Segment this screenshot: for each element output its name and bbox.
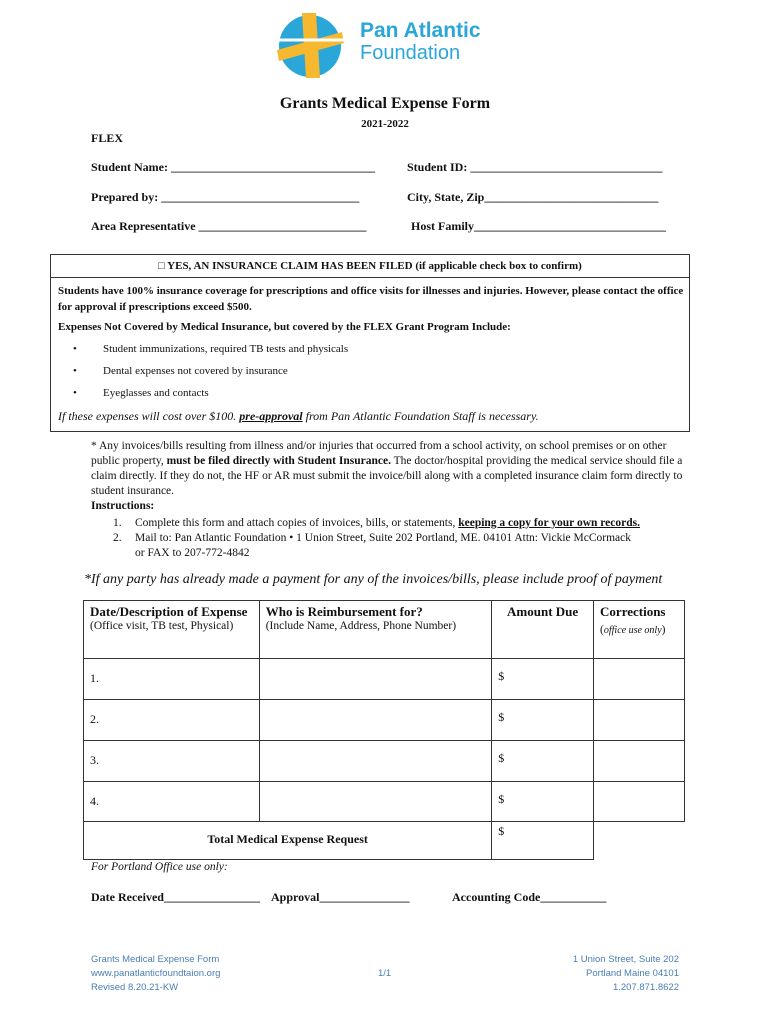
date-received-field[interactable]: Date Received________________ (91, 890, 260, 904)
page-number: 1/1 (378, 968, 392, 979)
footer-right (573, 953, 679, 995)
row-label: 4. (84, 782, 260, 822)
foundation-logo (272, 10, 502, 80)
office-use-label: For Portland Office use only: (91, 861, 228, 873)
column-header-corrections: Corrections (office use only) (594, 601, 685, 659)
expense-table (83, 600, 685, 860)
list-item: • Dental expenses not covered by insurance (73, 365, 288, 377)
logo-name-line2: Foundation (360, 42, 461, 64)
amount-cell[interactable]: $ (492, 700, 594, 741)
logo-globe-icon (272, 10, 352, 80)
instruction-step: 1. Complete this form and attach copies of invoices, bills, or statements, keeping a copy for your own records. (113, 517, 640, 529)
row-label: 1. (84, 659, 260, 700)
footer-address-line1: 1 Union Street, Suite 202 (572, 954, 679, 965)
table-header-row (84, 601, 685, 659)
coverage-text: Students have 100% insurance coverage for prescriptions and office visits for illnesses and injuries. However, please contact the office for approval if prescriptions exceed $500. (58, 285, 684, 313)
row-label: 2. (84, 700, 260, 741)
instructions-heading: Instructions: (91, 500, 155, 512)
host-family-field[interactable]: Host Family________________________________ (411, 219, 666, 233)
footer-address-line2: Portland Maine 04101 (586, 968, 679, 979)
amount-cell[interactable]: $ (492, 782, 594, 822)
not-covered-heading: Expenses Not Covered by Medical Insurance, but covered by the FLEX Grant Program Include: (58, 321, 511, 333)
insurance-info-box (50, 254, 690, 432)
column-header-amount: Amount Due (492, 601, 594, 659)
area-representative-field[interactable]: Area Representative ____________________________ (91, 219, 367, 233)
table-row (84, 700, 685, 741)
footer-left (91, 953, 220, 995)
pre-approval-note: If these expenses will cost over $100. pre-approval from Pan Atlantic Foundation Staff is necessary. (58, 409, 539, 423)
table-row (84, 659, 685, 700)
corrections-cell (594, 700, 685, 741)
amount-cell[interactable]: $ (492, 659, 594, 700)
empty-cell (594, 822, 685, 860)
table-total-row (84, 822, 685, 860)
column-header-date: Date/Description of Expense (Office visit, TB test, Physical) (84, 601, 260, 659)
city-state-zip-field[interactable]: City, State, Zip_____________________________ (407, 190, 659, 204)
reimbursement-cell[interactable] (259, 741, 491, 782)
program-label: FLEX (91, 131, 124, 145)
reimbursement-cell[interactable] (259, 659, 491, 700)
reimbursement-cell[interactable] (259, 782, 491, 822)
page-title: Grants Medical Expense Form (279, 95, 491, 112)
column-header-reimbursement: Who is Reimbursement for? (Include Name, Address, Phone Number) (259, 601, 491, 659)
list-item: • Eyeglasses and contacts (73, 387, 209, 399)
corrections-cell (594, 782, 685, 822)
amount-cell[interactable]: $ (492, 741, 594, 782)
payment-proof-note: *If any party has already made a payment for any of the invoices/bills, please include proof of payment (84, 572, 663, 587)
accounting-code-field[interactable]: Accounting Code___________ (452, 890, 607, 904)
approval-field[interactable]: Approval_______________ (271, 890, 410, 904)
student-id-field[interactable]: Student ID: ________________________________ (407, 160, 663, 174)
footer-form-name: Grants Medical Expense Form (91, 954, 220, 965)
reimbursement-cell[interactable] (259, 700, 491, 741)
invoice-note: * Any invoices/bills resulting from illness and/or injuries that occurred from a school activity, on school premises or on other public property, must be filed directly with Student Insurance. The doctor/hospital providing the medical service should file a claim directly. If they do not, the HF or AR must submit the invoice/bill along with a completed insurance claim form directly to student insurance. (91, 440, 683, 497)
total-label: Total Medical Expense Request (84, 822, 492, 860)
student-name-field[interactable]: Student Name: __________________________________ (91, 160, 375, 174)
logo-name-line1: Pan Atlantic (360, 19, 481, 42)
corrections-cell (594, 659, 685, 700)
school-year: 2021-2022 (361, 118, 409, 130)
insurance-claim-checkbox[interactable]: □ YES, AN INSURANCE CLAIM HAS BEEN FILED (if applicable check box to confirm) (51, 255, 689, 278)
instruction-step: 2. Mail to: Pan Atlantic Foundation • 1 Union Street, Suite 202 Portland, ME. 04101 Attn: Vickie McCormack or FAX to 207-772-4842 (113, 532, 631, 559)
table-row (84, 741, 685, 782)
corrections-cell (594, 741, 685, 782)
total-amount-cell[interactable]: $ (492, 822, 594, 860)
footer-website-link[interactable]: www.panatlanticfoundtaion.org (91, 968, 221, 979)
row-label: 3. (84, 741, 260, 782)
prepared-by-field[interactable]: Prepared by: _________________________________ (91, 190, 360, 204)
footer-phone: 1.207.871.8622 (612, 982, 679, 993)
list-item: • Student immunizations, required TB tests and physicals (73, 343, 349, 355)
footer-revision: Revised 8.20.21-KW (91, 982, 179, 993)
table-row (84, 782, 685, 822)
